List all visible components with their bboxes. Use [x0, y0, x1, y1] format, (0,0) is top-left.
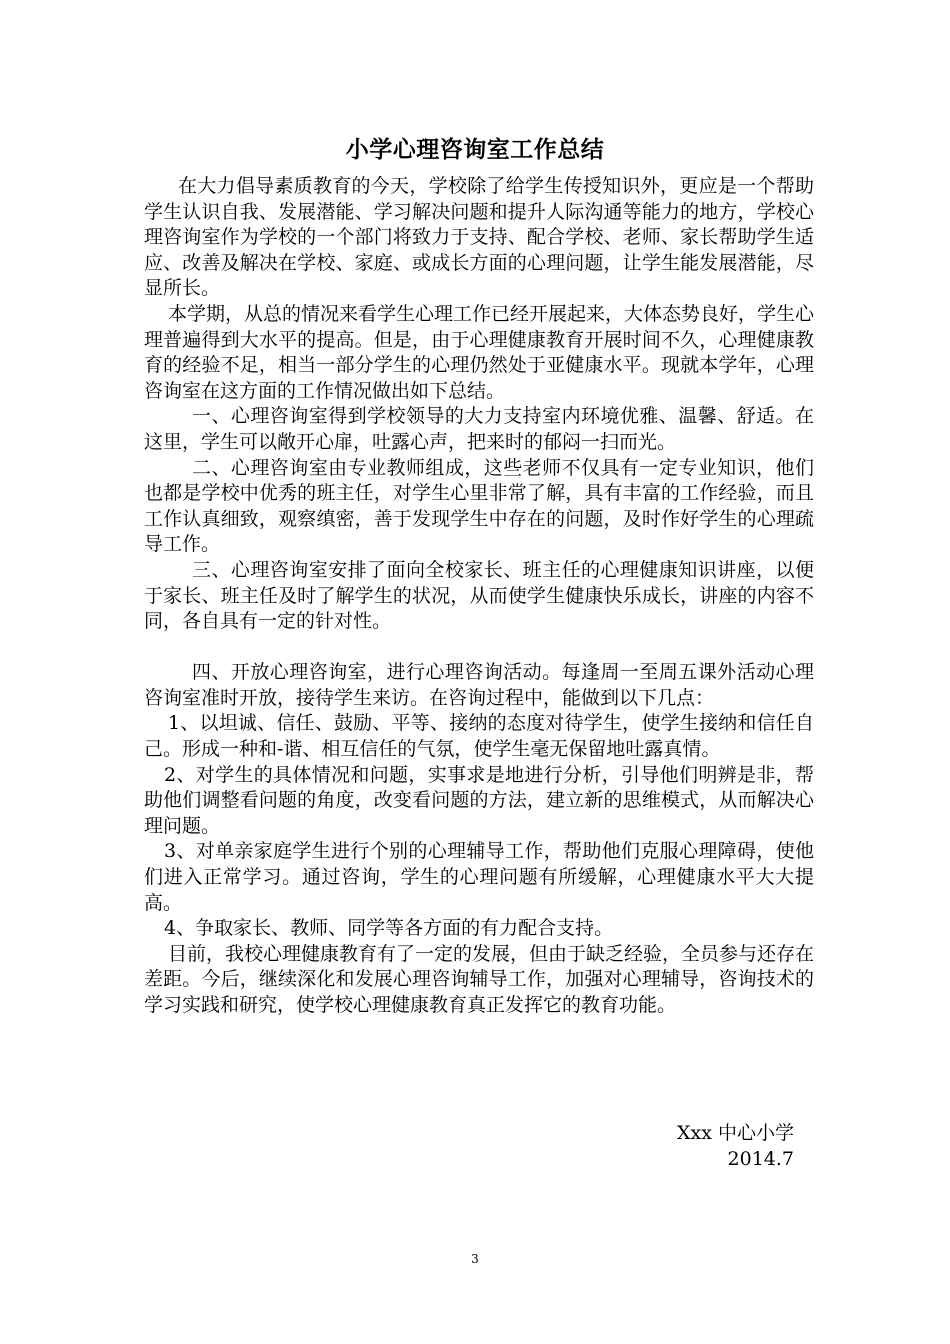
paragraph-point-three: 三、心理咨询室安排了面向全校家长、班主任的心理健康知识讲座，以便于家长、班主任及时了解学生的状况，从而使学生健康快乐成长，讲座的内容不同，各自具有一定的针对性。 — [144, 558, 814, 633]
paragraph-semester-overview: 本学期，从总的情况来看学生心理工作已经开展起来，大体态势良好，学生心理普遍得到大水平的提高。但是，由于心理健康教育开展时间不久，心理健康教育的经验不足，相当一部分学生的心理仍然处于亚健康水平。现就本学年，心理咨询室在这方面的工作情况做出如下总结。 — [144, 302, 815, 402]
signature-school: Xxx 中心小学 — [677, 1122, 794, 1144]
paragraph-point-one: 一、心理咨询室得到学校领导的大力支持室内环境优雅、温馨、舒适。在这里，学生可以敞开心扉，吐露心声，把来时的郁闷一扫而光。 — [144, 405, 814, 453]
blank-line — [144, 635, 814, 661]
paragraph-conclusion: 目前，我校心理健康教育有了一定的发展，但由于缺乏经验，全员参与还存在差距。今后，继续深化和发展心理咨询辅导工作，加强对心理辅导，咨询技术的学习实践和研究，使学校心理健康教育真正发挥它的教育功能。 — [144, 942, 815, 1016]
list-item-4: 4、争取家长、教师、同学等各方面的有力配合支持。 — [164, 917, 614, 940]
document-body — [144, 174, 814, 1019]
page-number: 3 — [471, 1252, 479, 1266]
signature-block — [677, 1120, 794, 1172]
paragraph-intro: 在大力倡导素质教育的今天，学校除了给学生传授知识外，更应是一个帮助学生认识自我、发展潜能、学习解决问题和提升人际沟通等能力的地方，学校心理咨询室作为学校的一个部门将致力于支持、配合学校、老师、家长帮助学生适应、改善及解决在学校、家庭、或成长方面的心理问题，让学生能发展潜能，尽显所长。 — [144, 175, 814, 300]
list-item-2: 2、对学生的具体情况和问题，实事求是地进行分析，引导他们明辨是非，帮助他们调整看问题的角度，改变看问题的方法，建立新的思维模式，从而解决心理问题。 — [144, 763, 814, 837]
signature-date: 2014.7 — [727, 1148, 794, 1170]
paragraph-point-four: 四、开放心理咨询室，进行心理咨询活动。每逢周一至周五课外活动心理咨询室准时开放，接待学生来访。在咨询过程中，能做到以下几点： — [144, 661, 814, 709]
list-item-1: 1、以坦诚、信任、鼓励、平等、接纳的态度对待学生，使学生接纳和信任自己。形成一种和-谐、相互信任的气氛，使学生毫无保留地吐露真情。 — [144, 712, 814, 761]
paragraph-point-two: 二、心理咨询室由专业教师组成，这些老师不仅具有一定专业知识，他们也都是学校中优秀的班主任，对学生心里非常了解，具有丰富的工作经验，而且工作认真细致，观察缜密，善于发现学生中存在的问题，及时作好学生的心理疏导工作。 — [144, 456, 814, 556]
list-item-3: 3、对单亲家庭学生进行个别的心理辅导工作，帮助他们克服心理障碍，使他们进入正常学习。通过咨询，学生的心理问题有所缓解，心理健康水平大大提高。 — [144, 840, 814, 914]
document-title: 小学心理咨询室工作总结 — [345, 136, 605, 163]
